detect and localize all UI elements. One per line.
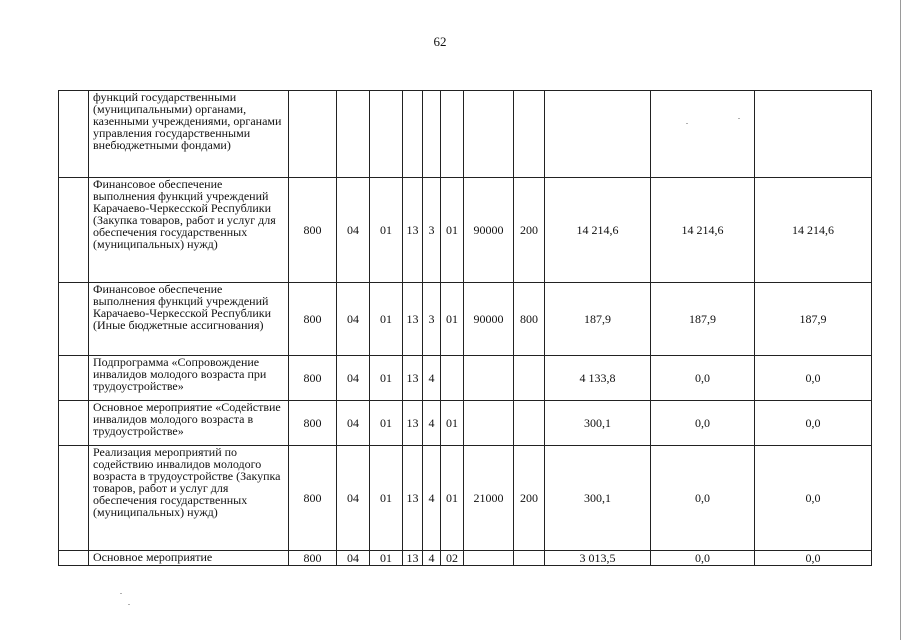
subprogram-code-cell: 3 [423, 283, 441, 356]
amount-year-3-cell: 0,0 [755, 401, 872, 446]
ministry-code-cell [289, 91, 337, 178]
event-code-cell: 02 [441, 551, 464, 566]
event-code-cell [441, 356, 464, 401]
program-code-cell: 13 [403, 446, 423, 551]
expense-type-code-cell: 200 [514, 178, 545, 283]
section-code-cell: 04 [337, 283, 370, 356]
table-row [59, 551, 872, 566]
item-name-cell: Подпрограмма «Сопровождение инвалидов молодого возраста при трудоустройстве» [89, 356, 289, 401]
amount-year-2-cell: 0,0 [651, 551, 755, 566]
scan-speck [686, 123, 688, 124]
subprogram-code-cell [423, 91, 441, 178]
subsection-code-cell [370, 91, 403, 178]
program-code-cell [403, 91, 423, 178]
amount-year-2-cell [651, 91, 755, 178]
ministry-code-cell: 800 [289, 356, 337, 401]
amount-year-2-cell: 0,0 [651, 356, 755, 401]
subprogram-code-cell: 4 [423, 401, 441, 446]
section-code-cell [337, 91, 370, 178]
direction-code-cell [464, 91, 514, 178]
section-code-cell: 04 [337, 401, 370, 446]
amount-year-2-cell: 0,0 [651, 401, 755, 446]
page-number: 62 [433, 34, 447, 49]
subsection-code-cell: 01 [370, 401, 403, 446]
expense-type-code-cell [514, 91, 545, 178]
amount-year-1-cell: 14 214,6 [545, 178, 651, 283]
table-row [59, 401, 872, 446]
event-code-cell: 01 [441, 401, 464, 446]
direction-code-cell: 90000 [464, 283, 514, 356]
amount-year-1-cell [545, 91, 651, 178]
ministry-code-cell: 800 [289, 283, 337, 356]
ministry-code-cell: 800 [289, 446, 337, 551]
row-number-cell [59, 446, 89, 551]
amount-year-2-cell: 14 214,6 [651, 178, 755, 283]
subsection-code-cell: 01 [370, 283, 403, 356]
row-number-cell [59, 91, 89, 178]
item-name-cell: Финансовое обеспечение выполнения функций учреждений Карачаево-Черкесской Республики (Закупка товаров, работ и услуг для обеспечения государственных (муниципальных) нужд) [89, 178, 289, 283]
direction-code-cell: 90000 [464, 178, 514, 283]
event-code-cell: 01 [441, 446, 464, 551]
table-row [59, 356, 872, 401]
scan-speck [738, 118, 740, 119]
table-row [59, 283, 872, 356]
amount-year-1-cell: 187,9 [545, 283, 651, 356]
scan-speck [120, 593, 122, 594]
section-code-cell: 04 [337, 551, 370, 566]
program-code-cell: 13 [403, 551, 423, 566]
program-code-cell: 13 [403, 401, 423, 446]
item-name-cell: Основное мероприятие «Содействие инвалидов молодого возраста в трудоустройстве» [89, 401, 289, 446]
amount-year-3-cell: 0,0 [755, 446, 872, 551]
event-code-cell: 01 [441, 283, 464, 356]
budget-table [58, 90, 872, 566]
subprogram-code-cell: 3 [423, 178, 441, 283]
event-code-cell: 01 [441, 178, 464, 283]
section-code-cell: 04 [337, 178, 370, 283]
section-code-cell: 04 [337, 446, 370, 551]
amount-year-1-cell: 4 133,8 [545, 356, 651, 401]
row-number-cell [59, 178, 89, 283]
expense-type-code-cell [514, 356, 545, 401]
amount-year-2-cell: 187,9 [651, 283, 755, 356]
ministry-code-cell: 800 [289, 178, 337, 283]
row-number-cell [59, 551, 89, 566]
item-name-cell: функций государственными (муниципальными) органами, казенными учреждениями, органами управления государственными внебюджетными фондами) [89, 91, 289, 178]
subsection-code-cell: 01 [370, 551, 403, 566]
amount-year-1-cell: 300,1 [545, 401, 651, 446]
table-row [59, 446, 872, 551]
subsection-code-cell: 01 [370, 178, 403, 283]
subprogram-code-cell: 4 [423, 446, 441, 551]
row-number-cell [59, 356, 89, 401]
direction-code-cell [464, 551, 514, 566]
subprogram-code-cell: 4 [423, 551, 441, 566]
direction-code-cell: 21000 [464, 446, 514, 551]
table-row [59, 178, 872, 283]
amount-year-3-cell: 187,9 [755, 283, 872, 356]
amount-year-3-cell: 14 214,6 [755, 178, 872, 283]
amount-year-3-cell [755, 91, 872, 178]
item-name-cell: Реализация мероприятий по содействию инвалидов молодого возраста в трудоустройстве (Закупка товаров, работ и услуг для обеспечения государственных (муниципальных) нужд) [89, 446, 289, 551]
direction-code-cell [464, 401, 514, 446]
amount-year-1-cell: 300,1 [545, 446, 651, 551]
ministry-code-cell: 800 [289, 401, 337, 446]
expense-type-code-cell [514, 401, 545, 446]
program-code-cell: 13 [403, 178, 423, 283]
row-number-cell [59, 401, 89, 446]
amount-year-2-cell: 0,0 [651, 446, 755, 551]
expense-type-code-cell [514, 551, 545, 566]
section-code-cell: 04 [337, 356, 370, 401]
subsection-code-cell: 01 [370, 356, 403, 401]
amount-year-3-cell: 0,0 [755, 356, 872, 401]
table-row [59, 91, 872, 178]
row-number-cell [59, 283, 89, 356]
direction-code-cell [464, 356, 514, 401]
item-name-cell: Финансовое обеспечение выполнения функций учреждений Карачаево-Черкесской Республики (Иные бюджетные ассигнования) [89, 283, 289, 356]
expense-type-code-cell: 800 [514, 283, 545, 356]
event-code-cell [441, 91, 464, 178]
ministry-code-cell: 800 [289, 551, 337, 566]
subsection-code-cell: 01 [370, 446, 403, 551]
amount-year-3-cell: 0,0 [755, 551, 872, 566]
program-code-cell: 13 [403, 356, 423, 401]
program-code-cell: 13 [403, 283, 423, 356]
subprogram-code-cell: 4 [423, 356, 441, 401]
scan-speck [128, 604, 130, 605]
expense-type-code-cell: 200 [514, 446, 545, 551]
page-edge-line [900, 0, 901, 640]
amount-year-1-cell: 3 013,5 [545, 551, 651, 566]
item-name-cell: Основное мероприятие [89, 551, 289, 566]
